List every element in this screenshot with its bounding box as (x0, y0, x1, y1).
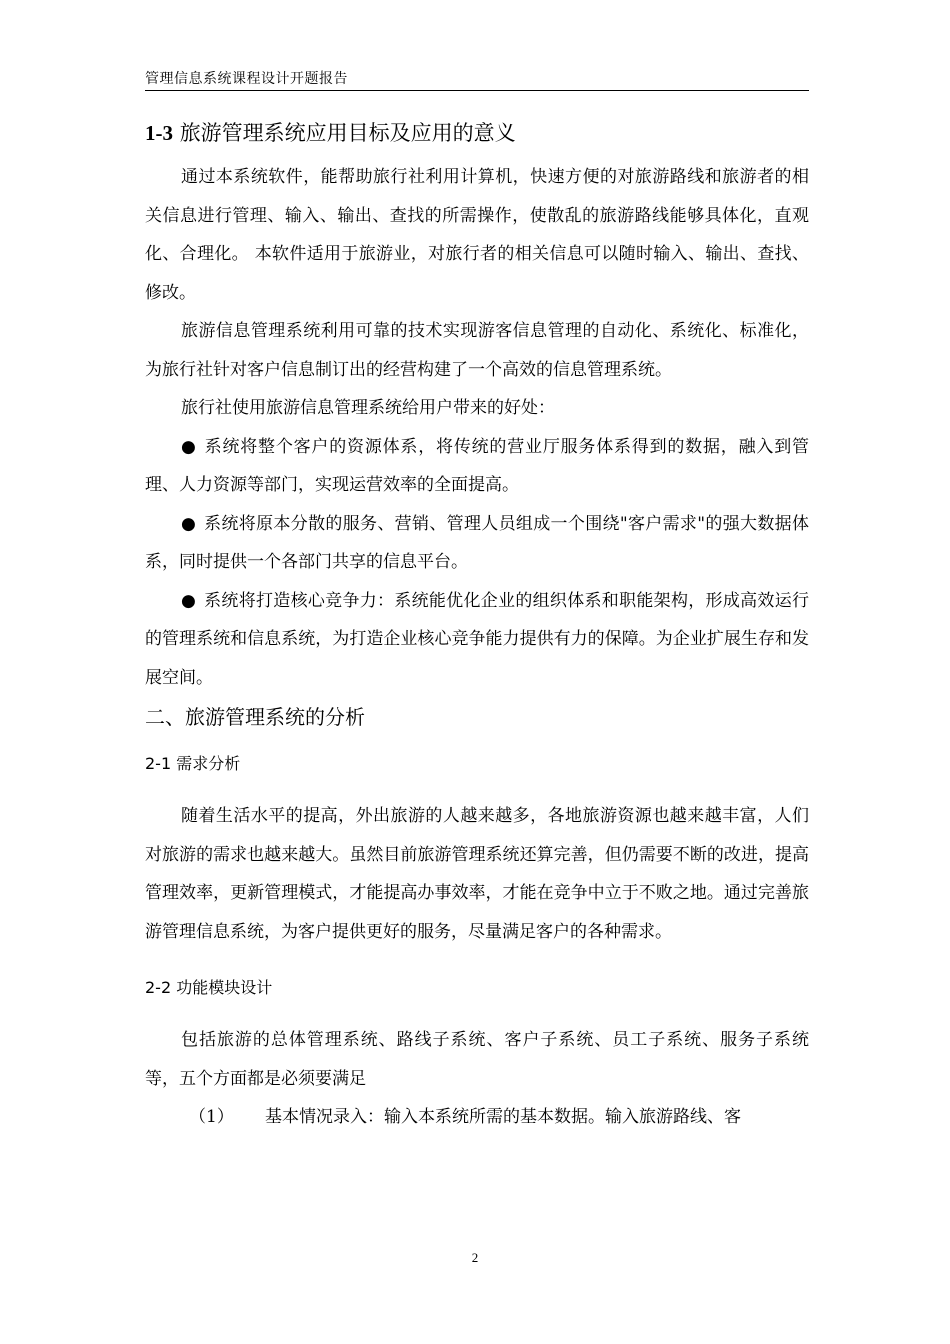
item-marker: （1） (189, 1107, 234, 1127)
bullet-icon: ● (181, 436, 197, 457)
page-header (145, 70, 809, 91)
header-title: 管理信息系统课程设计开题报告 (145, 71, 348, 87)
item-text: 基本情况录入：输入本系统所需的基本数据。输入旅游路线、客 (265, 1107, 741, 1127)
section-1-3-number: 1-3 (145, 121, 173, 145)
section-2-1-heading: 2-1 需求分析 (145, 754, 241, 773)
paragraph: 通过本系统软件，能帮助旅行社利用计算机，快速方便的对旅游路线和旅游者的相关信息进行管理、输入、输出、查找的所需操作，使散乱的旅游路线能够具体化，直观化、合理化。 本软件适用于旅游业，对旅行者的相关信息可以随时输入、输出、查找、修改。 (145, 167, 809, 303)
bullet-text: 系统将整个客户的资源体系，将传统的营业厅服务体系得到的数据，融入到管理、人力资源等部门，实现运营效率的全面提高。 (145, 436, 809, 495)
bullet-text: 系统将原本分散的服务、营销、管理人员组成一个围绕"客户需求"的强大数据体系，同时提供一个各部门共享的信息平台。 (145, 513, 809, 572)
paragraph: 包括旅游的总体管理系统、路线子系统、客户子系统、员工子系统、服务子系统等，五个方面都是必须要满足 (145, 1030, 809, 1089)
bullet-item (145, 505, 809, 582)
bullet-text: 系统将打造核心竞争力：系统能优化企业的组织体系和职能架构，形成高效运行的管理系统和信息系统，为打造企业核心竞争能力提供有力的保障。为企业扩展生存和发展空间。 (145, 590, 809, 688)
paragraph: 旅行社使用旅游信息管理系统给用户带来的好处： (181, 398, 555, 418)
chapter-2-heading: 二、旅游管理系统的分析 (145, 705, 365, 729)
document-body (145, 118, 809, 1137)
page-number: 2 (471, 1250, 479, 1265)
numbered-item (145, 1098, 809, 1137)
bullet-icon: ● (181, 513, 197, 534)
paragraph: 随着生活水平的提高，外出旅游的人越来越多，各地旅游资源也越来越丰富，人们对旅游的需求也越来越大。虽然目前旅游管理系统还算完善，但仍需要不断的改进，提高管理效率，更新管理模式，才能提高办事效率，才能在竞争中立于不败之地。通过完善旅游管理信息系统，为客户提供更好的服务，尽量满足客户的各种需求。 (145, 806, 809, 942)
section-1-3-title: 旅游管理系统应用目标及应用的意义 (179, 121, 516, 145)
bullet-item (145, 428, 809, 505)
paragraph: 旅游信息管理系统利用可靠的技术实现游客信息管理的自动化、系统化、标准化，为旅行社针对客户信息制订出的经营构建了一个高效的信息管理系统。 (145, 321, 809, 380)
section-2-2-heading: 2-2 功能模块设计 (145, 978, 273, 997)
bullet-icon: ● (181, 590, 197, 611)
section-1-3-heading (145, 118, 809, 148)
bullet-item (145, 582, 809, 698)
